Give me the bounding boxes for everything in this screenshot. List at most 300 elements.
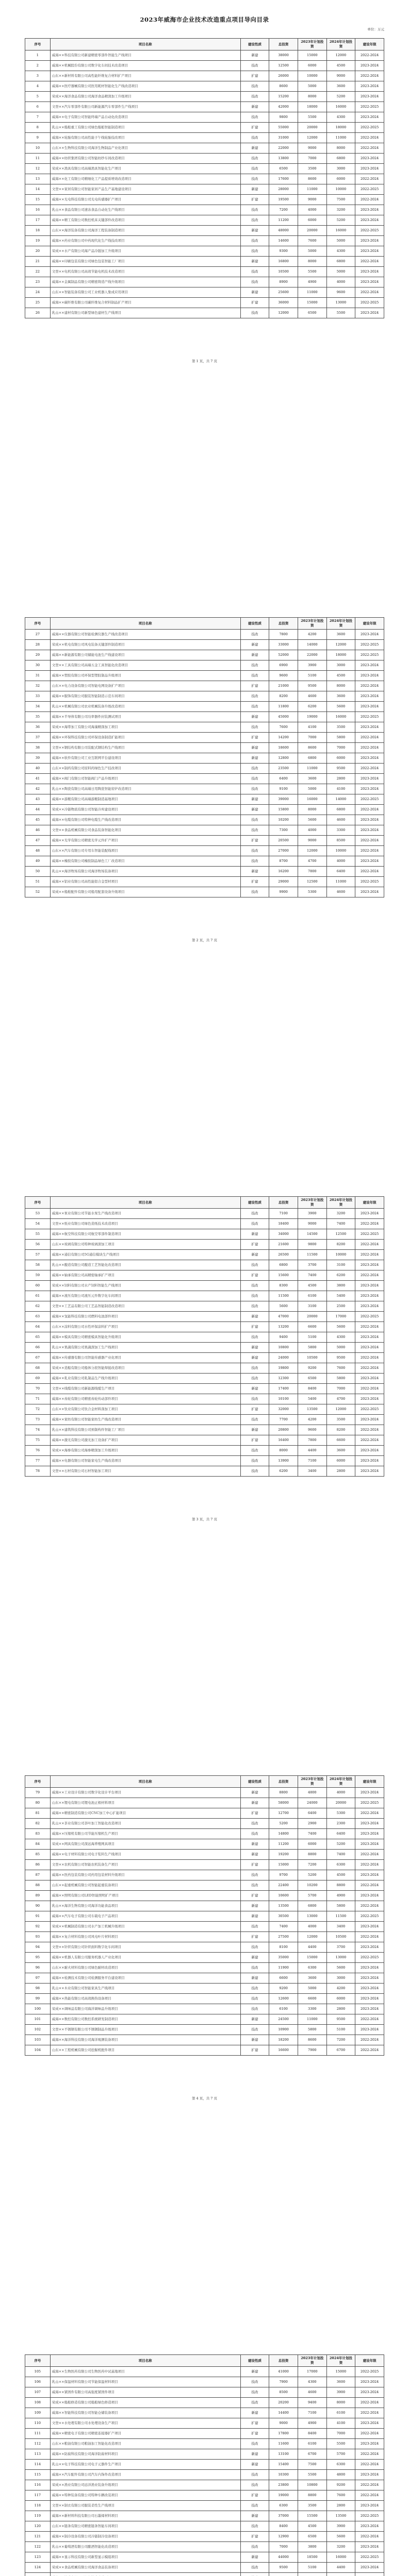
cell-type: 技改 (240, 1374, 269, 1384)
cell-no: 76 (25, 1446, 51, 1456)
cell-year2021: 8000 (298, 92, 326, 102)
cell-type: 技改 (240, 2542, 269, 2552)
cell-no: 14 (25, 184, 51, 195)
cell-investment: 7700 (269, 1415, 298, 1425)
cell-year2021: 20000 (298, 123, 326, 133)
cell-period: 2022-2024 (355, 133, 384, 143)
table-row (25, 2014, 384, 2025)
cell-year2022: 4500 (326, 1870, 355, 1880)
cell-year2022: 2300 (326, 1819, 355, 1829)
cell-period: 2023-2024 (355, 753, 384, 764)
table-row (25, 1901, 384, 1911)
cell-year2021: 8000 (298, 805, 326, 815)
cell-period: 2022-2024 (355, 743, 384, 753)
cell-name: 威海××制冷设备有限公司冷链制冷设备项目 (50, 2532, 240, 2542)
cell-type: 技改 (240, 1415, 269, 1425)
cell-name: 山东××海洋装备有限公司海洋工程装备制造项目 (50, 226, 240, 236)
cell-name: 威海××电缆有限公司特种电缆生产线改造项目 (50, 815, 240, 825)
cell-name: 文登××石材有限公司石材智能加工项目 (50, 1466, 240, 1477)
cell-year2022: 5100 (326, 2025, 355, 2035)
cell-name: 荣成××渔具有限公司高端渔具智能化生产项目 (50, 164, 240, 174)
table-row (25, 712, 384, 722)
cell-name: 山东××耐火材料有限公司绿色耐材改造项目 (50, 1963, 240, 1973)
cell-year2021: 5000 (298, 1984, 326, 1994)
cell-investment: 8200 (269, 691, 298, 702)
cell-investment: 16400 (269, 1435, 298, 1446)
cell-year2022: 6600 (326, 1435, 355, 1446)
cell-name: 荣成××网具有限公司深远海养殖网具项目 (50, 1839, 240, 1850)
cell-no: 94 (25, 1942, 51, 1953)
cell-name: 威海××服饰有限公司服装智能制造示范车间项目 (50, 691, 240, 702)
cell-period: 2023-2024 (355, 887, 384, 897)
cell-name: 荣成××船舶修造有限公司船舶绿色修造项目 (50, 2398, 240, 2408)
cell-year2021: 7200 (298, 1860, 326, 1870)
cell-period (355, 2573, 384, 2576)
cell-year2022: 3900 (326, 2387, 355, 2398)
cell-investment: 45000 (269, 712, 298, 722)
cell-no: 98 (25, 1984, 51, 1994)
cell-year2022: 3200 (326, 2542, 355, 2552)
cell-year2022: 8500 (326, 836, 355, 846)
cell-name: 乳山××陶瓷有限公司高端日用陶瓷智能窑炉改造项目 (50, 784, 240, 794)
cell-investment: 37000 (269, 2511, 298, 2521)
cell-no: 28 (25, 640, 51, 650)
table-row (25, 2408, 384, 2418)
table-header-row (25, 1197, 384, 1209)
table-row (25, 154, 384, 164)
table-row (25, 2521, 384, 2532)
cell-year2022: 7600 (326, 2490, 355, 2501)
cell-no: 124 (25, 2563, 51, 2573)
table-row (25, 2573, 384, 2576)
cell-period: 2022-2025 (355, 2367, 384, 2377)
cell-type: 技改 (240, 2398, 269, 2408)
cell-name: 威海××橡胶有限公司橡胶制品绿色工厂改造项目 (50, 856, 240, 867)
cell-year2022: 11000 (326, 133, 355, 143)
cell-name: 荣成××食品机械有限公司海洋食品装备项目 (50, 2563, 240, 2573)
table-row (25, 877, 384, 887)
cell-period: 2022-2025 (355, 794, 384, 805)
cell-no: 4 (25, 81, 51, 92)
cell-period: 2022-2024 (355, 1808, 384, 1819)
cell-year2022: 6300 (326, 1860, 355, 1870)
cell-period: 2023-2024 (355, 1984, 384, 1994)
cell-period: 2022-2025 (355, 1312, 384, 1322)
project-table (25, 38, 384, 318)
cell-period: 2023-2024 (355, 1819, 384, 1829)
cell-no: 37 (25, 733, 51, 743)
cell-period: 2022-2024 (355, 1322, 384, 1332)
cell-year2022: 2800 (326, 774, 355, 784)
cell-no: 70 (25, 1384, 51, 1394)
table-row (25, 691, 384, 702)
cell-period: 2023-2024 (355, 81, 384, 92)
cell-name: 山东××涂料有限公司水性环保涂料扩产项目 (50, 1322, 240, 1332)
cell-investment: 6600 (269, 1973, 298, 1984)
cell-investment: 10800 (269, 1343, 298, 1353)
cell-name: 威海××机械股份有限公司数字化车间技术改造项目 (50, 61, 240, 71)
column-header-period: 建设年限 (355, 39, 384, 50)
table-header-row (25, 1776, 384, 1788)
cell-name: 威海××医疗器械有限公司医用耗材智能化生产线改造项目 (50, 81, 240, 92)
cell-year2022: 9000 (326, 71, 355, 81)
cell-year2021: 4600 (298, 691, 326, 702)
cell-type (240, 2573, 269, 2576)
cell-investment: 8100 (269, 1942, 298, 1953)
column-header-period: 建设年限 (355, 1776, 384, 1788)
cell-name: 乳山××电子科技有限公司电子元器件生产项目 (50, 2460, 240, 2470)
table-row (25, 1788, 384, 1798)
cell-type: 技改 (240, 2480, 269, 2490)
cell-year2022: 5800 (326, 1901, 355, 1911)
cell-investment: 30500 (269, 1911, 298, 1922)
table-row (25, 650, 384, 660)
cell-year2021: 5300 (298, 887, 326, 897)
cell-year2021: 6500 (298, 2532, 326, 2542)
cell-year2021: 6500 (298, 1374, 326, 1384)
cell-year2022: 3600 (326, 1446, 355, 1456)
cell-name: 山东××工程机械有限公司挖掘机配件项目 (50, 2045, 240, 2056)
cell-investment: 14600 (269, 236, 298, 246)
cell-year2021: 9000 (298, 195, 326, 205)
cell-type: 扩建 (240, 2532, 269, 2542)
cell-type: 新建 (240, 2511, 269, 2521)
cell-type: 技改 (240, 702, 269, 712)
cell-name: 文登××工具有限公司高端五金工具智能化改造项目 (50, 660, 240, 671)
table-row (25, 2387, 384, 2398)
cell-year2022: 20000 (326, 1798, 355, 1808)
cell-no: 105 (25, 2367, 51, 2377)
table-row (25, 81, 384, 92)
table-row (25, 1922, 384, 1932)
cell-year2021: 4800 (298, 1788, 326, 1798)
cell-name: 荣成××机电有限公司风电装备关键部件制造项目 (50, 640, 240, 650)
cell-year2022: 16000 (326, 2552, 355, 2563)
table-page (25, 38, 384, 363)
table-row (25, 1281, 384, 1291)
cell-investment: 13500 (269, 1901, 298, 1911)
cell-name: 威海××特种装备有限公司特种车辆改装项目 (50, 2490, 240, 2501)
cell-period: 2022-2024 (355, 836, 384, 846)
cell-type: 新建 (240, 2449, 269, 2460)
cell-type: 扩建 (240, 681, 269, 691)
cell-investment: 11500 (269, 1291, 298, 1301)
cell-type: 技改 (240, 815, 269, 825)
cell-year2022: 3200 (326, 205, 355, 215)
table-row (25, 1891, 384, 1901)
cell-type: 技改 (240, 1963, 269, 1973)
table-row (25, 2418, 384, 2429)
cell-year2022: 3000 (326, 660, 355, 671)
cell-year2022: 6200 (326, 1270, 355, 1281)
table-row (25, 702, 384, 712)
table-row (25, 1363, 384, 1374)
cell-year2022: 4600 (326, 887, 355, 897)
cell-investment: 17600 (269, 174, 298, 184)
cell-no: 58 (25, 1260, 51, 1270)
cell-no: 86 (25, 1860, 51, 1870)
table-row (25, 671, 384, 681)
cell-period: 2023-2024 (355, 1394, 384, 1404)
cell-year2021: 24000 (298, 1798, 326, 1808)
cell-investment: 28000 (269, 184, 298, 195)
cell-type: 技改 (240, 1363, 269, 1374)
cell-no: 99 (25, 1994, 51, 2004)
cell-name: 威海××热能有限公司高效换热设备项目 (50, 1994, 240, 2004)
column-header-name: 项目名称 (50, 39, 240, 50)
cell-year2021: 7000 (298, 154, 326, 164)
table-row (25, 764, 384, 774)
cell-name: 威海××碳纤维有限公司碳纤维复合材料制品扩产项目 (50, 298, 240, 308)
cell-investment: 35000 (269, 1953, 298, 1963)
cell-investment: 6400 (269, 774, 298, 784)
cell-year2022: 4600 (326, 815, 355, 825)
cell-year2021: 5000 (298, 81, 326, 92)
cell-type: 扩建 (240, 2418, 269, 2429)
table-row (25, 1839, 384, 1850)
cell-investment: 23800 (269, 2480, 298, 2490)
cell-type: 技改 (240, 630, 269, 640)
cell-year2021: 6000 (298, 61, 326, 71)
table-row (25, 174, 384, 184)
cell-type: 技改 (240, 1466, 269, 1477)
cell-name: 威海××汽车配件有限公司汽车内饰件改造项目 (50, 2470, 240, 2480)
table-row (25, 50, 384, 61)
cell-period: 2023-2024 (355, 1301, 384, 1312)
cell-year2021: 13000 (298, 1911, 326, 1922)
cell-investment: 13900 (269, 1456, 298, 1466)
table-header-row (25, 39, 384, 50)
cell-year2021: 4500 (298, 1281, 326, 1291)
cell-type: 扩建 (240, 123, 269, 133)
cell-period: 2022-2024 (355, 2460, 384, 2470)
cell-period: 2023-2024 (355, 112, 384, 123)
cell-no: 95 (25, 1953, 51, 1963)
table-row (25, 298, 384, 308)
cell-year2022: 5600 (326, 1322, 355, 1332)
cell-year2022: 6400 (326, 1829, 355, 1839)
cell-year2021: 4700 (298, 856, 326, 867)
column-header-no: 序号 (25, 39, 51, 50)
cell-type: 技改 (240, 2439, 269, 2449)
cell-no: 97 (25, 1973, 51, 1984)
cell-type: 新建 (240, 257, 269, 267)
table-row (25, 1942, 384, 1953)
cell-year2022: 5400 (326, 1291, 355, 1301)
table-row (25, 1343, 384, 1353)
cell-investment: 27000 (269, 846, 298, 856)
cell-year2021: 4600 (298, 2387, 326, 2398)
cell-year2022: 4100 (326, 784, 355, 794)
table-page (25, 1775, 384, 2100)
cell-period: 2022-2024 (355, 2045, 384, 2056)
cell-investment: 20800 (269, 1425, 298, 1435)
table-row (25, 1425, 384, 1435)
cell-period: 2022-2024 (355, 2429, 384, 2439)
cell-no: 39 (25, 753, 51, 764)
table-row (25, 733, 384, 743)
cell-type: 技改 (240, 774, 269, 784)
cell-period: 2022-2024 (355, 1250, 384, 1260)
cell-type: 新建 (240, 2408, 269, 2418)
cell-year2021: 3500 (298, 164, 326, 174)
cell-type: 扩建 (240, 298, 269, 308)
cell-investment: 5600 (269, 1301, 298, 1312)
cell-year2021: 7600 (298, 236, 326, 246)
cell-period: 2023-2024 (355, 2542, 384, 2552)
cell-year2021: 8600 (298, 2035, 326, 2045)
cell-year2021: 4500 (298, 2521, 326, 2532)
cell-no: 120 (25, 2521, 51, 2532)
cell-type: 新建 (240, 287, 269, 298)
cell-period: 2022-2024 (355, 2532, 384, 2542)
cell-no: 106 (25, 2377, 51, 2387)
column-header-year2022: 2024年计划投资 (326, 2355, 355, 2367)
table-row (25, 1819, 384, 1829)
cell-name: 威海××机器人有限公司服务机器人产业化项目 (50, 1953, 240, 1963)
cell-type: 技改 (240, 1332, 269, 1343)
table-row (25, 1301, 384, 1312)
cell-type: 技改 (240, 2501, 269, 2511)
cell-investment: 19500 (269, 195, 298, 205)
cell-type: 扩建 (240, 877, 269, 887)
table-row (25, 1973, 384, 1984)
cell-year2022: 4300 (326, 112, 355, 123)
cell-no: 88 (25, 1880, 51, 1891)
cell-year2021: 9000 (298, 1219, 326, 1229)
cell-year2022: 9500 (326, 764, 355, 774)
cell-year2022: 5200 (326, 1839, 355, 1850)
column-header-no: 序号 (25, 1197, 51, 1209)
cell-year2021: 4400 (298, 1446, 326, 1456)
cell-year2022: 6300 (326, 2460, 355, 2470)
table-row (25, 112, 384, 123)
cell-period: 2022-2025 (355, 226, 384, 236)
cell-period: 2023-2024 (355, 1291, 384, 1301)
cell-type: 技改 (240, 887, 269, 897)
cell-no: 110 (25, 2418, 51, 2429)
cell-type: 技改 (240, 2377, 269, 2387)
cell-period: 2022-2025 (355, 1404, 384, 1415)
cell-investment: 8600 (269, 81, 298, 92)
table-row (25, 277, 384, 287)
cell-year2021: 22000 (298, 650, 326, 660)
cell-no: 66 (25, 1343, 51, 1353)
project-table (25, 1775, 384, 2056)
table-row (25, 1932, 384, 1942)
table-row (25, 1229, 384, 1240)
cell-no: 20 (25, 246, 51, 257)
cell-year2021: 6800 (298, 753, 326, 764)
cell-no: 92 (25, 1922, 51, 1932)
cell-period: 2022-2025 (355, 1798, 384, 1808)
cell-type: 新建 (240, 650, 269, 660)
cell-period: 2023-2024 (355, 1788, 384, 1798)
cell-no: 62 (25, 1301, 51, 1312)
cell-year2021: 3900 (298, 1209, 326, 1219)
cell-year2021: 20000 (298, 226, 326, 236)
cell-no: 17 (25, 215, 51, 226)
cell-period: 2022-2024 (355, 1860, 384, 1870)
cell-year2021: 4900 (298, 277, 326, 287)
cell-period: 2023-2024 (355, 164, 384, 174)
cell-investment: 10200 (269, 815, 298, 825)
table-row (25, 2532, 384, 2542)
cell-type: 新建 (240, 712, 269, 722)
cell-year2022: 3700 (326, 1942, 355, 1953)
cell-no: 101 (25, 2014, 51, 2025)
cell-year2021: 20000 (298, 1312, 326, 1322)
table-row (25, 794, 384, 805)
cell-no: 68 (25, 1363, 51, 1374)
cell-no: 77 (25, 1456, 51, 1466)
cell-period: 2023-2024 (355, 215, 384, 226)
cell-period: 2022-2024 (355, 195, 384, 205)
cell-no: 45 (25, 815, 51, 825)
cell-year2022: 4400 (326, 2563, 355, 2573)
cell-investment: 26000 (269, 71, 298, 81)
table-header-row (25, 618, 384, 630)
cell-year2022: 5500 (326, 2439, 355, 2449)
cell-type: 新建 (240, 50, 269, 61)
cell-investment: 11200 (269, 1839, 298, 1850)
cell-no: 112 (25, 2439, 51, 2449)
cell-no: 107 (25, 2387, 51, 2398)
cell-no: 54 (25, 1219, 51, 1229)
table-row (25, 164, 384, 174)
cell-year2021: 2900 (298, 1819, 326, 1829)
cell-investment: 22400 (269, 1880, 298, 1891)
cell-period: 2023-2024 (355, 1466, 384, 1477)
column-header-type: 建设性质 (240, 1776, 269, 1788)
cell-investment: 11600 (269, 2439, 298, 2449)
cell-year2022: 3400 (326, 1922, 355, 1932)
cell-name: 文登××不锈钢有限公司不锈钢制品升级项目 (50, 2025, 240, 2035)
cell-no: 10 (25, 143, 51, 154)
cell-type: 技改 (240, 1984, 269, 1994)
cell-no: 71 (25, 1394, 51, 1404)
cell-investment: 47000 (269, 1312, 298, 1322)
cell-name: 荣成××水产有限公司海产品冷链加工升级项目 (50, 246, 240, 257)
cell-year2021: 3100 (298, 1301, 326, 1312)
table-row (25, 887, 384, 897)
cell-period: 2022-2024 (355, 2014, 384, 2025)
cell-no: 8 (25, 123, 51, 133)
cell-year2022: 8800 (326, 1880, 355, 1891)
cell-investment: 9900 (269, 887, 298, 897)
cell-name: 乳山××海洋生物有限公司海洋功能食品项目 (50, 1901, 240, 1911)
table-row (25, 1435, 384, 1446)
cell-no: 15 (25, 195, 51, 205)
cell-year2022: 10000 (326, 1250, 355, 1260)
cell-type: 技改 (240, 1394, 269, 1404)
table-row (25, 825, 384, 836)
cell-no: 78 (25, 1466, 51, 1477)
cell-year2021: 4000 (298, 205, 326, 215)
cell-period: 2023-2024 (355, 2004, 384, 2014)
cell-investment: 7600 (269, 722, 298, 733)
cell-no: 35 (25, 712, 51, 722)
cell-year2021: 9200 (298, 1363, 326, 1374)
cell-investment: 9800 (269, 112, 298, 123)
table-row (25, 815, 384, 825)
cell-year2022: 7400 (326, 1219, 355, 1229)
cell-year2022: 2800 (326, 2501, 355, 2511)
cell-no: 47 (25, 836, 51, 846)
cell-type: 新建 (240, 794, 269, 805)
cell-period: 2023-2024 (355, 2025, 384, 2035)
cell-year2021: 5800 (298, 2025, 326, 2035)
